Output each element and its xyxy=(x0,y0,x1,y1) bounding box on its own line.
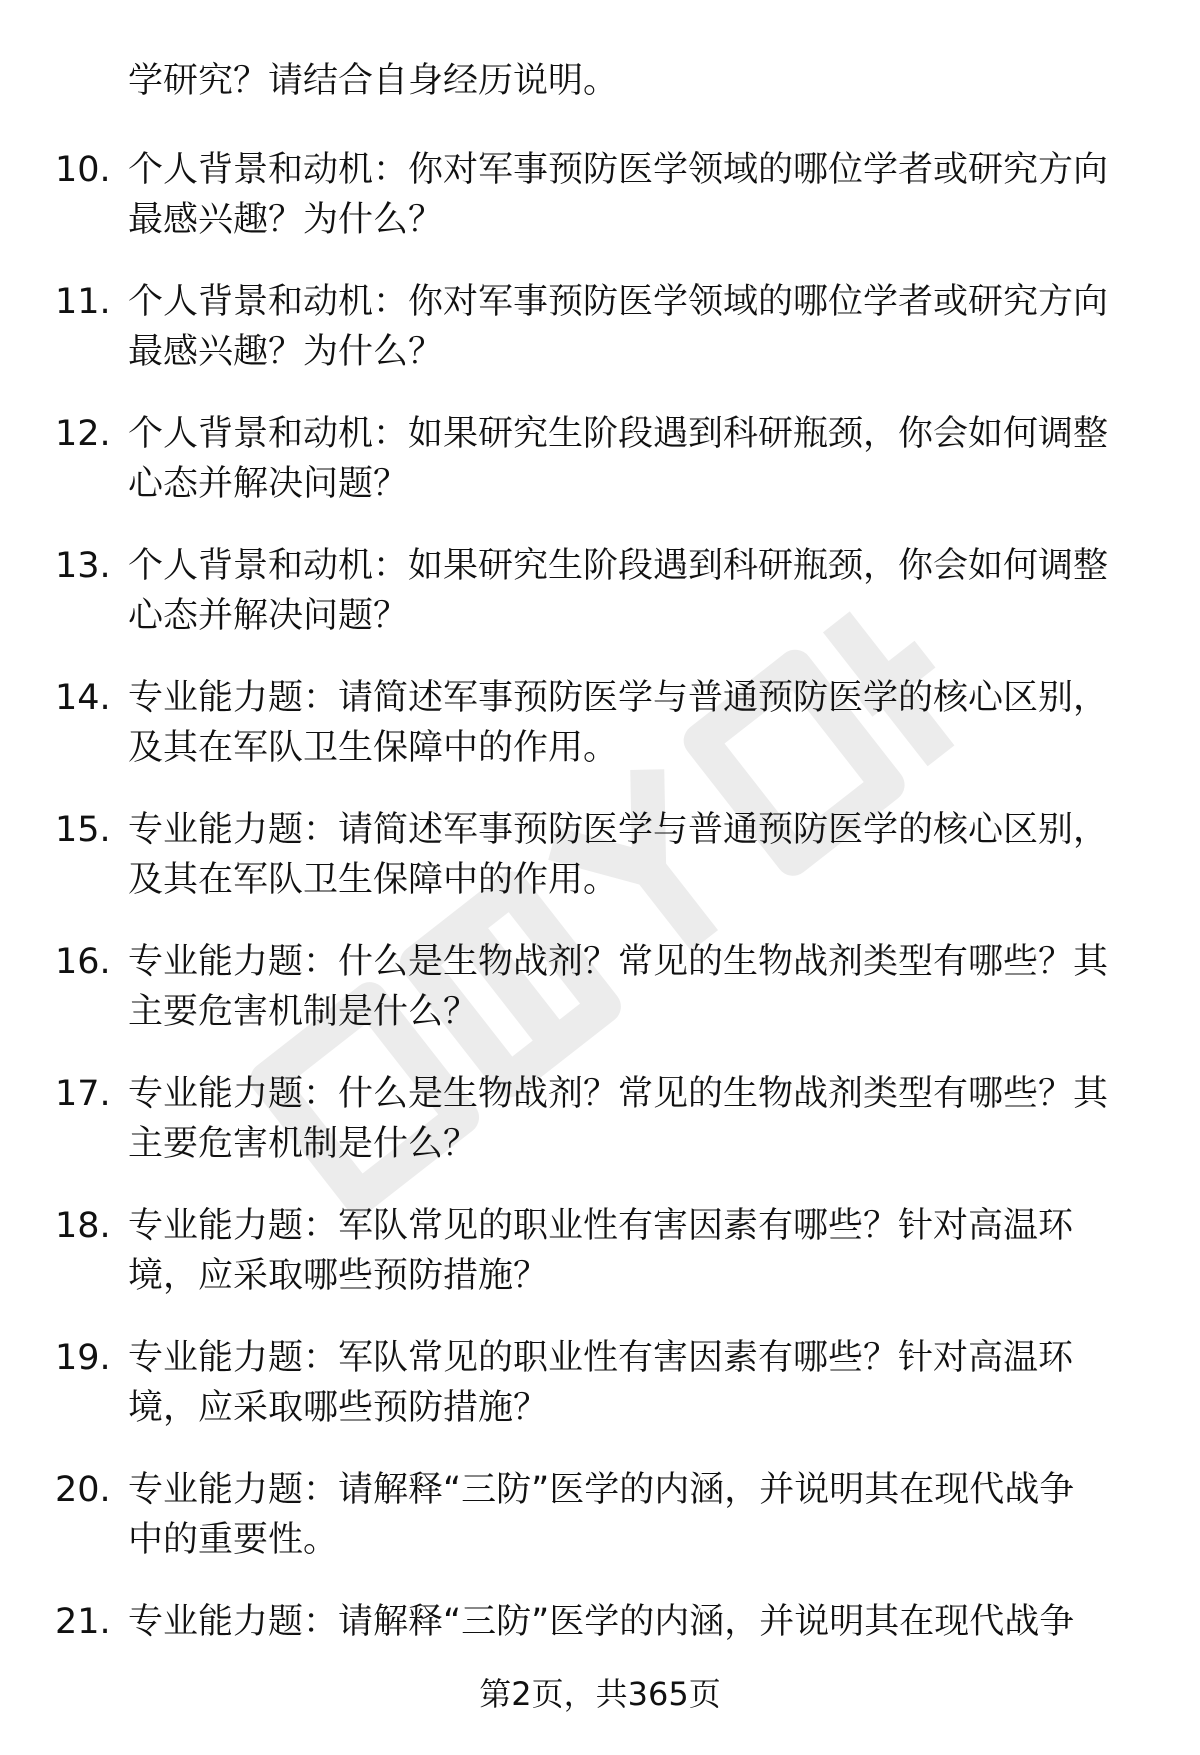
question-number: 12. xyxy=(55,414,111,454)
question-item xyxy=(0,673,1200,773)
question-number: 14. xyxy=(55,678,111,718)
question-item xyxy=(0,409,1200,509)
question-text-line: 境，应采取哪些预防措施？ xyxy=(128,1388,549,1428)
question-text-line: 专业能力题：什么是生物战剂？常见的生物战剂类型有哪些？其 xyxy=(128,1074,1109,1114)
question-text-line: 个人背景和动机：你对军事预防医学领域的哪位学者或研究方向 xyxy=(128,150,1109,190)
question-item xyxy=(0,805,1200,905)
question-number: 18. xyxy=(55,1206,111,1246)
continuation-text: 学研究？请结合自身经历说明。 xyxy=(128,61,619,101)
question-item xyxy=(0,541,1200,641)
question-text-line: 最感兴趣？为什么？ xyxy=(128,332,444,372)
question-item xyxy=(0,145,1200,245)
question-number: 20. xyxy=(55,1470,111,1510)
question-text-line: 主要危害机制是什么？ xyxy=(128,992,479,1032)
question-text-line: 及其在军队卫生保障中的作用。 xyxy=(128,860,619,900)
question-item xyxy=(0,1465,1200,1565)
question-text-line: 专业能力题：军队常见的职业性有害因素有哪些？针对高温环 xyxy=(128,1338,1074,1378)
question-text-line: 及其在军队卫生保障中的作用。 xyxy=(128,728,619,768)
question-item xyxy=(0,937,1200,1037)
question-number: 13. xyxy=(55,546,111,586)
question-list xyxy=(0,145,1200,1679)
question-text-line: 心态并解决问题？ xyxy=(128,596,409,636)
question-text-line: 个人背景和动机：如果研究生阶段遇到科研瓶颈，你会如何调整 xyxy=(128,546,1109,586)
question-item xyxy=(0,277,1200,377)
question-text-line: 最感兴趣？为什么？ xyxy=(128,200,444,240)
question-text-line: 专业能力题：请解释“三防”医学的内涵，并说明其在现代战争 xyxy=(128,1470,1075,1510)
question-text-line: 专业能力题：请简述军事预防医学与普通预防医学的核心区别， xyxy=(128,678,1109,718)
question-number: 19. xyxy=(55,1338,111,1378)
question-item xyxy=(0,1069,1200,1169)
question-number: 16. xyxy=(55,942,111,982)
question-number: 21. xyxy=(55,1602,111,1642)
question-text-line: 中的重要性。 xyxy=(128,1520,339,1560)
question-text-line: 个人背景和动机：你对军事预防医学领域的哪位学者或研究方向 xyxy=(128,282,1109,322)
question-number: 15. xyxy=(55,810,111,850)
question-text-line: 心态并解决问题？ xyxy=(128,464,409,504)
question-text-line: 境，应采取哪些预防措施？ xyxy=(128,1256,549,1296)
page-footer: 第2页，共365页 xyxy=(479,1675,721,1713)
question-text-line: 主要危害机制是什么？ xyxy=(128,1124,479,1164)
question-text-line: 个人背景和动机：如果研究生阶段遇到科研瓶颈，你会如何调整 xyxy=(128,414,1109,454)
question-item xyxy=(0,1597,1200,1647)
question-number: 17. xyxy=(55,1074,111,1114)
question-text-line: 专业能力题：军队常见的职业性有害因素有哪些？针对高温环 xyxy=(128,1206,1074,1246)
question-text-line: 专业能力题：请解释“三防”医学的内涵，并说明其在现代战争 xyxy=(128,1602,1075,1642)
question-item xyxy=(0,1333,1200,1433)
question-text-line: 专业能力题：什么是生物战剂？常见的生物战剂类型有哪些？其 xyxy=(128,942,1109,982)
question-number: 10. xyxy=(55,150,111,190)
question-item xyxy=(0,1201,1200,1301)
question-number: 11. xyxy=(55,282,111,322)
question-text-line: 专业能力题：请简述军事预防医学与普通预防医学的核心区别， xyxy=(128,810,1109,850)
